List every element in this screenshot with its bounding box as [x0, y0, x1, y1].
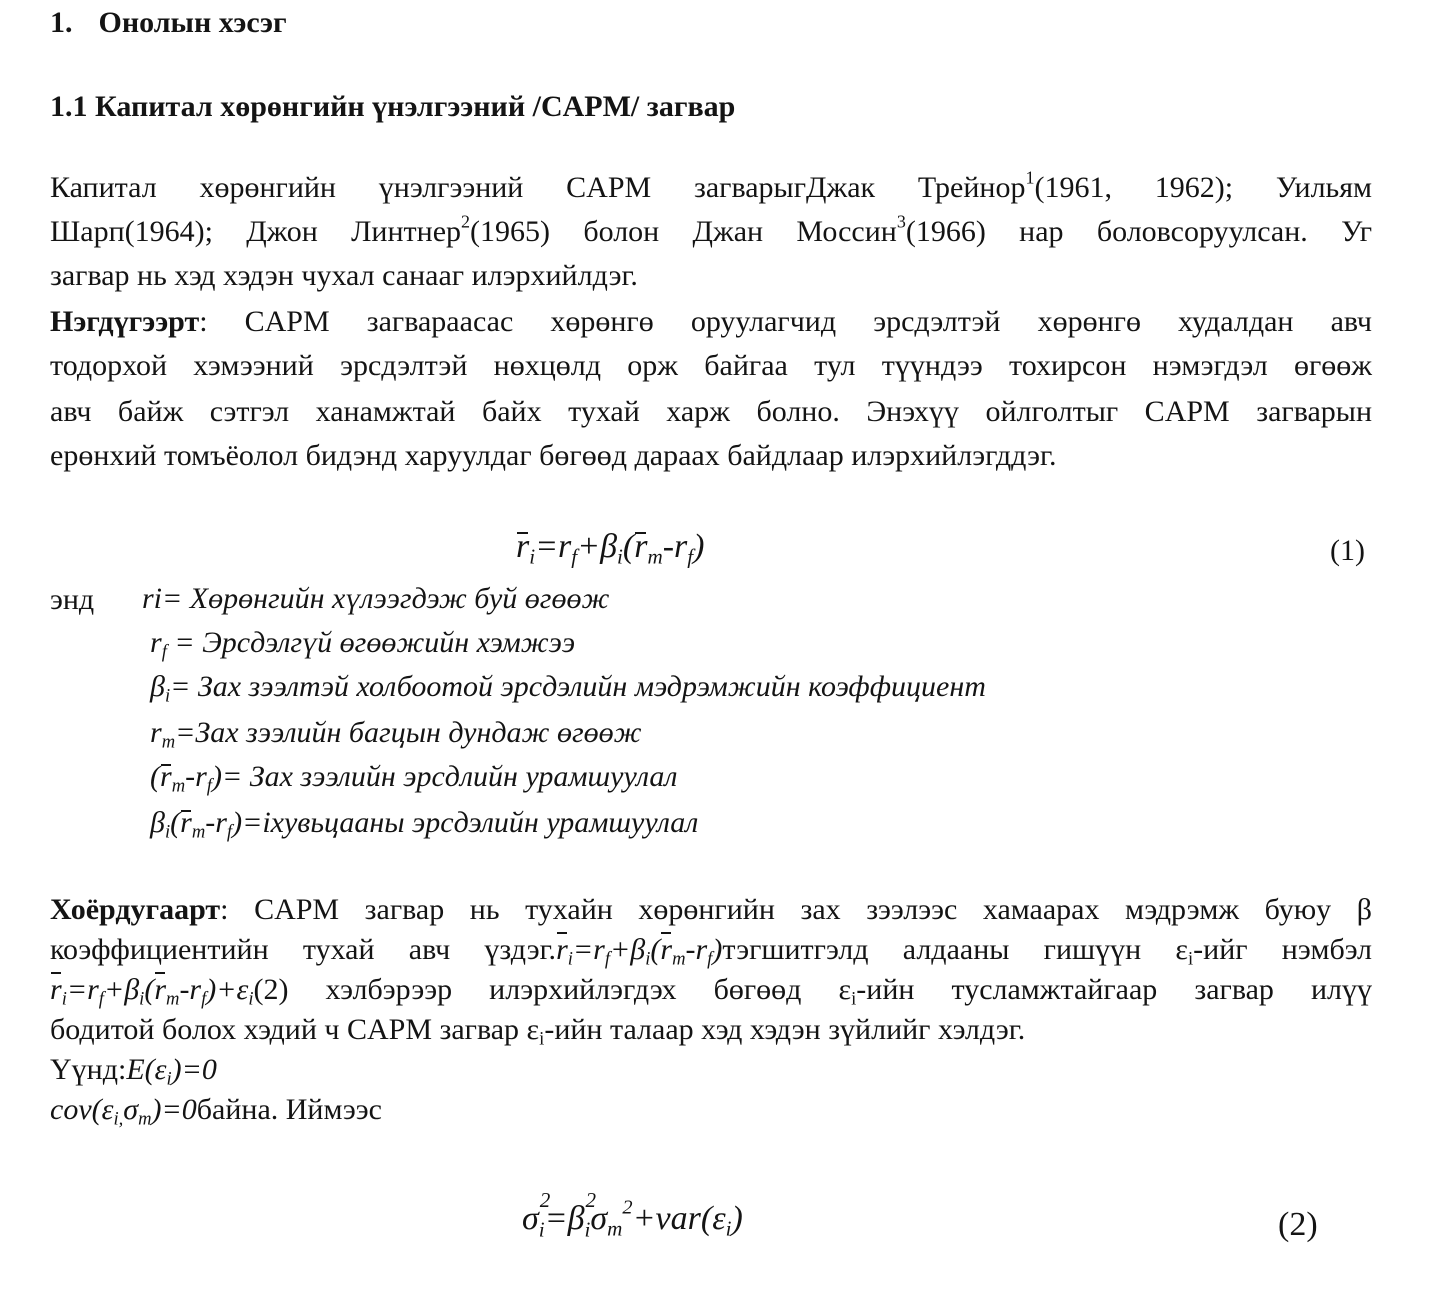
equation-capm: $r_i=r_f+\beta_i(r_m-r_f)$ — [516, 528, 705, 569]
footnote-ref[interactable]: 2 — [461, 211, 471, 232]
definition-market-premium: $(r_m-r_f)=$ Зах зээлийн эрсдлийн урамшуулал — [150, 760, 678, 797]
definition-rf: $r_f$ = Эрсдэлгүй өгөөжийн хэмжээ — [150, 626, 576, 663]
definition-stock-premium: $\beta_i(r_m-r_f)=iхувьцааны$ эрсдэлийн урамшуулал — [150, 806, 699, 843]
section-title: Онолын хэсэг — [98, 6, 287, 39]
paragraph-line: коэффициентийн тухай авч $үздэг.r_i=r_f+\beta_i(r_m-r_f)тэгшитгэлд$ алдааны гишүүн $\varepsilon_i$-ийг нэмбэл — [50, 928, 1372, 972]
where-label: энд — [50, 583, 95, 616]
paragraph-line: ерөнхий томъёолол бидэнд харуулдаг бөгөөд дараах байдлаар илэрхийлэгддэг. — [50, 439, 1057, 472]
bold-lead: Хоёрдугаарт — [50, 893, 221, 926]
subsection-heading: 1.1 Капитал хөрөнгийн үнэлгээний /CAPM/ загвар — [50, 90, 736, 123]
paragraph-line: Хоёрдугаарт: CAPM загвар нь тухайн хөрөнгийн зах зээлээс хамаарах мэдрэмж буюу β — [50, 893, 1372, 926]
paragraph-line: Шарп(1964); Джон Линтнер$^2$(1965) болон Джан Моссин$^3$(1966) нар боловсоруулсан. Уг — [50, 211, 1373, 248]
paragraph-line: $cov(\varepsilon_{i,}\sigma_m)=0байна$. Иймээс — [50, 1093, 382, 1130]
definition-beta: $\beta_i=$ Зах зээлтэй холбоотой эрсдэлийн мэдрэмжийн коэффициент — [150, 670, 986, 707]
definition-rm: $r_m=Зах$ зээлийн багцын дундаж өгөөж — [150, 716, 642, 753]
paragraph-line: Нэгдүгээрт: CAPM загвараасас хөрөнгө оруулагчид эрсдэлтэй хөрөнгө худалдан авч — [50, 305, 1372, 338]
paragraph-line: тодорхой хэмээний эрсдэлтэй нөхцөлд орж байгаа тул түүндээ тохирсон нэмэгдэл өгөөж — [50, 349, 1372, 382]
paragraph-line: Капитал хөрөнгийн үнэлгээний CAPM загварыгДжак Трейнор$^1$(1961, 1962); Уильям — [50, 167, 1372, 204]
section-heading — [50, 6, 287, 40]
equation-number: (1) — [1330, 534, 1365, 567]
footnote-ref[interactable]: 3 — [896, 211, 906, 232]
definition-ri: ri= Хөрөнгийн хүлээгдэж буй өгөөж — [142, 582, 610, 615]
equation-number: (2) — [1278, 1206, 1318, 1243]
section-number: 1. — [50, 6, 73, 39]
footnote-ref[interactable]: 1 — [1025, 167, 1035, 188]
paragraph-line: $r_i=r_f+\beta_i(r_m-r_f)+\varepsilon_i(2)$ хэлбэрээр илэрхийлэгдэх бөгөөд $\varepsilon_i$-ийн тусламжтайгаар загвар илүү — [50, 968, 1372, 1012]
bold-lead: Нэгдүгээрт — [50, 305, 200, 338]
paragraph-line: авч байж сэтгэл ханамжтай байх тухай харж болно. Энэхүү ойлголтыг CAPM загварын — [50, 395, 1372, 428]
paragraph-line: бодитой болох хэдий ч CAPM загвар $\varepsilon_i$-ийн талаар хэд хэдэн зүйлийг хэлдэг. — [50, 1013, 1026, 1050]
paragraph-line: $Үүнд:E(\varepsilon_i)=0$ — [50, 1053, 217, 1090]
equation-variance: σ 2 $_i$=β 2 $_i\sigma_m^2+var(\varepsilon_i)$ — [522, 1188, 743, 1242]
paragraph-line: загвар нь хэд хэдэн чухал санааг илэрхийлдэг. — [50, 259, 638, 292]
